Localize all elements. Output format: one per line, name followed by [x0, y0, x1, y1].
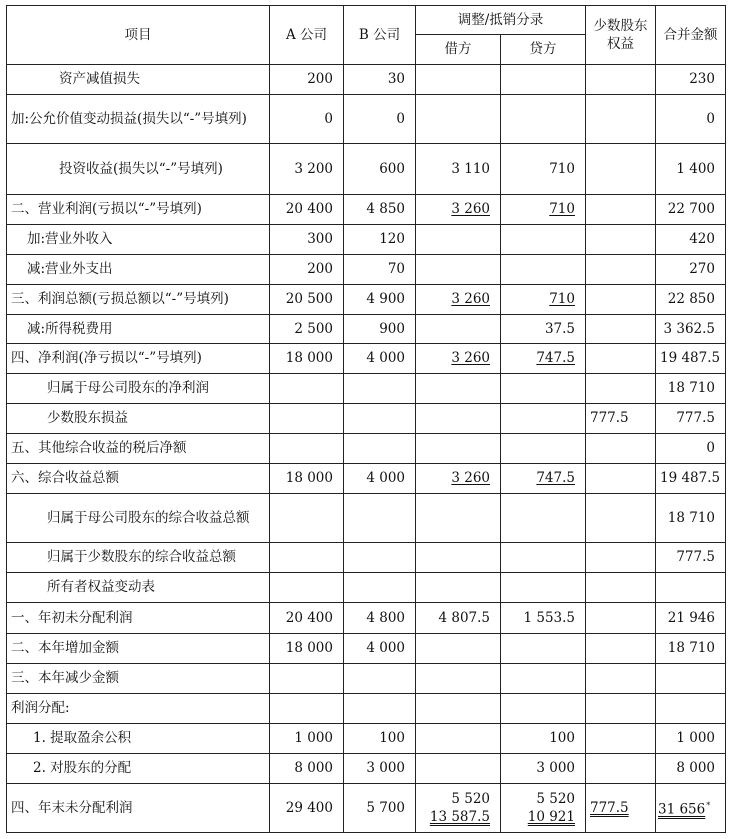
- cell-debit: [416, 664, 501, 694]
- cell-company-a: 2 500: [270, 315, 344, 344]
- cell-credit: [501, 784, 586, 833]
- cell-debit: 3 260: [451, 201, 490, 217]
- cell-credit: [501, 95, 586, 144]
- header-adjustment-entries: 调整/抵销分录: [416, 6, 586, 35]
- cell-credit: 100: [501, 724, 586, 754]
- cell-company-a: [270, 494, 344, 543]
- cell-company-b: 4 000: [344, 344, 416, 374]
- cell-total: 3 362.5: [656, 315, 726, 344]
- cell-debit: [416, 95, 501, 144]
- cell-debit: 3 260: [451, 470, 490, 486]
- cell-minority: [586, 65, 656, 95]
- table-row: [7, 404, 726, 434]
- row-label: 一、年初未分配利润: [7, 603, 270, 634]
- cell-debit: [416, 634, 501, 664]
- cell-credit: [501, 634, 586, 664]
- row-label: 二、本年增加金额: [7, 634, 270, 664]
- cell-credit: [501, 434, 586, 464]
- cell-minority: [586, 344, 656, 374]
- cell-company-a: [270, 374, 344, 404]
- cell-minority: [586, 664, 656, 694]
- cell-minority: [586, 195, 656, 225]
- cell-minority: [586, 494, 656, 543]
- table-row: [7, 195, 726, 225]
- cell-credit-line1: 5 520: [536, 791, 575, 807]
- cell-company-a: 20 500: [270, 285, 344, 315]
- row-label: 减:营业外支出: [7, 255, 270, 285]
- cell-minority: [586, 754, 656, 784]
- table-row: [7, 494, 726, 543]
- cell-minority: [586, 543, 656, 573]
- cell-total: 0: [656, 434, 726, 464]
- cell-credit: [501, 494, 586, 543]
- cell-minority: [586, 434, 656, 464]
- cell-minority: [586, 634, 656, 664]
- cell-debit: [416, 225, 501, 255]
- table-row: [7, 543, 726, 573]
- cell-company-b: 100: [344, 724, 416, 754]
- cell-debit: [416, 404, 501, 434]
- row-label: 2. 对股东的分配: [7, 754, 270, 784]
- cell-debit-line1: 5 520: [451, 791, 490, 807]
- cell-total: 777.5: [656, 404, 726, 434]
- cell-company-a: 1 000: [270, 724, 344, 754]
- cell-company-b: [344, 543, 416, 573]
- cell-total: 420: [656, 225, 726, 255]
- row-label: 二、营业利润(亏损以“-”号填列): [7, 195, 270, 225]
- cell-credit: 37.5: [501, 315, 586, 344]
- row-label: 归属于母公司股东的净利润: [7, 374, 270, 404]
- row-label: 少数股东损益: [7, 404, 270, 434]
- cell-credit: 710: [549, 201, 575, 217]
- table-row: [7, 285, 726, 315]
- cell-debit: [416, 784, 501, 833]
- cell-minority: [586, 144, 656, 195]
- cell-debit: [416, 754, 501, 784]
- table-row: [7, 65, 726, 95]
- cell-debit: 3 260: [451, 350, 490, 366]
- cell-company-b: 3 000: [344, 754, 416, 784]
- cell-minority: 777.5: [586, 404, 656, 434]
- cell-company-b: [344, 694, 416, 724]
- cell-debit: [416, 694, 501, 724]
- cell-debit: [416, 255, 501, 285]
- cell-credit: [501, 664, 586, 694]
- consolidation-worksheet-table: [6, 5, 726, 833]
- cell-company-a: [270, 664, 344, 694]
- cell-total: 19 487.5: [656, 464, 726, 494]
- header-credit: 贷方: [501, 35, 586, 65]
- table-row: [7, 255, 726, 285]
- cell-company-a: 29 400: [270, 784, 344, 833]
- table-row: [7, 634, 726, 664]
- row-label: 投资收益(损失以“-”号填列): [7, 144, 270, 195]
- cell-total: 1 000: [656, 724, 726, 754]
- table-row: [7, 573, 726, 603]
- cell-credit: 710: [501, 144, 586, 195]
- table-row: [7, 344, 726, 374]
- cell-total: 21 946: [656, 603, 726, 634]
- cell-debit: [416, 315, 501, 344]
- row-label: 加:公允价值变动损益(损失以“-”号填列): [7, 95, 270, 144]
- cell-company-b: 4 900: [344, 285, 416, 315]
- row-label: 三、本年减少金额: [7, 664, 270, 694]
- cell-minority: [586, 315, 656, 344]
- cell-company-b: 4 000: [344, 634, 416, 664]
- row-label: 加:营业外收入: [7, 225, 270, 255]
- cell-company-b: 120: [344, 225, 416, 255]
- cell-total: 22 700: [656, 195, 726, 225]
- cell-minority: [586, 464, 656, 494]
- cell-total: 270: [656, 255, 726, 285]
- table-row: [7, 784, 726, 833]
- header-consolidated-amount: 合并金额: [656, 6, 726, 65]
- cell-company-a: 20 400: [270, 195, 344, 225]
- header-minority-interest: 少数股东权益: [586, 6, 656, 65]
- cell-company-a: [270, 573, 344, 603]
- cell-company-b: 4 000: [344, 464, 416, 494]
- cell-minority: [586, 95, 656, 144]
- cell-company-a: 18 000: [270, 344, 344, 374]
- asterisk-mark: *: [706, 801, 711, 811]
- header-row: [7, 6, 726, 35]
- cell-total: 19 487.5: [656, 344, 726, 374]
- cell-minority: [586, 285, 656, 315]
- cell-company-a: 18 000: [270, 464, 344, 494]
- cell-total: 1 400: [656, 144, 726, 195]
- cell-total: 18 710: [656, 374, 726, 404]
- table-row: [7, 434, 726, 464]
- cell-credit: [501, 573, 586, 603]
- header-item: 项目: [7, 6, 270, 65]
- cell-company-a: 20 400: [270, 603, 344, 634]
- row-label: 六、综合收益总额: [7, 464, 270, 494]
- cell-credit: [501, 694, 586, 724]
- cell-total: 230: [656, 65, 726, 95]
- cell-minority: [586, 374, 656, 404]
- cell-company-a: 200: [270, 255, 344, 285]
- cell-company-b: 600: [344, 144, 416, 195]
- cell-company-a: [270, 694, 344, 724]
- cell-credit: 710: [549, 291, 575, 307]
- cell-credit: [501, 543, 586, 573]
- row-label: 归属于少数股东的综合收益总额: [7, 543, 270, 573]
- row-label: 四、净利润(净亏损以“-”号填列): [7, 344, 270, 374]
- cell-company-a: 18 000: [270, 634, 344, 664]
- table-row: [7, 144, 726, 195]
- cell-debit: 3 260: [451, 291, 490, 307]
- table-row: [7, 664, 726, 694]
- table-row: [7, 464, 726, 494]
- cell-debit: 3 110: [416, 144, 501, 195]
- cell-company-a: [270, 404, 344, 434]
- cell-company-a: 3 200: [270, 144, 344, 195]
- header-company-a: A 公司: [270, 6, 344, 65]
- cell-company-b: 0: [344, 95, 416, 144]
- cell-debit: 4 807.5: [416, 603, 501, 634]
- row-label: 归属于母公司股东的综合收益总额: [7, 494, 270, 543]
- cell-credit: [501, 255, 586, 285]
- cell-debit: [416, 543, 501, 573]
- cell-credit: [501, 65, 586, 95]
- cell-company-b: [344, 494, 416, 543]
- cell-total: 18 710: [656, 634, 726, 664]
- cell-company-a: [270, 543, 344, 573]
- cell-debit: [416, 494, 501, 543]
- table-row: [7, 315, 726, 344]
- cell-company-a: 8 000: [270, 754, 344, 784]
- cell-total: 18 710: [656, 494, 726, 543]
- cell-minority: [586, 603, 656, 634]
- cell-total: [656, 573, 726, 603]
- cell-total: [656, 664, 726, 694]
- cell-company-b: [344, 573, 416, 603]
- table-row: [7, 225, 726, 255]
- cell-company-a: [270, 434, 344, 464]
- table-row: [7, 603, 726, 634]
- cell-credit: [501, 404, 586, 434]
- row-label: 五、其他综合收益的税后净额: [7, 434, 270, 464]
- cell-company-a: 0: [270, 95, 344, 144]
- cell-credit: 1 553.5: [501, 603, 586, 634]
- cell-debit-line2: 13 587.5: [429, 809, 490, 825]
- cell-credit: 3 000: [501, 754, 586, 784]
- cell-credit: [501, 225, 586, 255]
- cell-company-b: [344, 374, 416, 404]
- cell-company-a: 300: [270, 225, 344, 255]
- cell-company-b: [344, 664, 416, 694]
- cell-total: 0: [656, 95, 726, 144]
- row-label: 资产减值损失: [7, 65, 270, 95]
- cell-minority: [586, 724, 656, 754]
- cell-total: 31 656: [658, 801, 706, 818]
- cell-minority: [586, 573, 656, 603]
- header-debit: 借方: [416, 35, 501, 65]
- cell-credit-line2: 10 921: [527, 809, 575, 825]
- table-row: [7, 694, 726, 724]
- cell-minority: [586, 225, 656, 255]
- cell-company-b: 4 850: [344, 195, 416, 225]
- cell-total: 777.5: [656, 543, 726, 573]
- cell-credit: 747.5: [536, 470, 575, 486]
- cell-debit: [416, 724, 501, 754]
- cell-credit: 747.5: [536, 350, 575, 366]
- row-label: 1. 提取盈余公积: [7, 724, 270, 754]
- cell-company-b: 5 700: [344, 784, 416, 833]
- cell-credit: [501, 374, 586, 404]
- cell-total: 22 850: [656, 285, 726, 315]
- row-label: 所有者权益变动表: [7, 573, 270, 603]
- cell-minority: [586, 255, 656, 285]
- header-company-b: B 公司: [344, 6, 416, 65]
- table-row: [7, 754, 726, 784]
- row-label: 利润分配:: [7, 694, 270, 724]
- cell-company-b: 4 800: [344, 603, 416, 634]
- cell-company-b: [344, 434, 416, 464]
- cell-minority: [586, 694, 656, 724]
- cell-total: 8 000: [656, 754, 726, 784]
- cell-debit: [416, 374, 501, 404]
- row-label: 减:所得税费用: [7, 315, 270, 344]
- cell-company-a: 200: [270, 65, 344, 95]
- cell-company-b: 30: [344, 65, 416, 95]
- row-label: 三、利润总额(亏损总额以“-”号填列): [7, 285, 270, 315]
- table-row: [7, 374, 726, 404]
- cell-company-b: [344, 404, 416, 434]
- row-label: 四、年末未分配利润: [7, 784, 270, 833]
- cell-debit: [416, 434, 501, 464]
- cell-minority: 777.5: [590, 799, 629, 816]
- cell-debit: [416, 573, 501, 603]
- cell-total: [656, 694, 726, 724]
- cell-debit: [416, 65, 501, 95]
- cell-company-b: 70: [344, 255, 416, 285]
- table-row: [7, 95, 726, 144]
- table-row: [7, 724, 726, 754]
- cell-company-b: 900: [344, 315, 416, 344]
